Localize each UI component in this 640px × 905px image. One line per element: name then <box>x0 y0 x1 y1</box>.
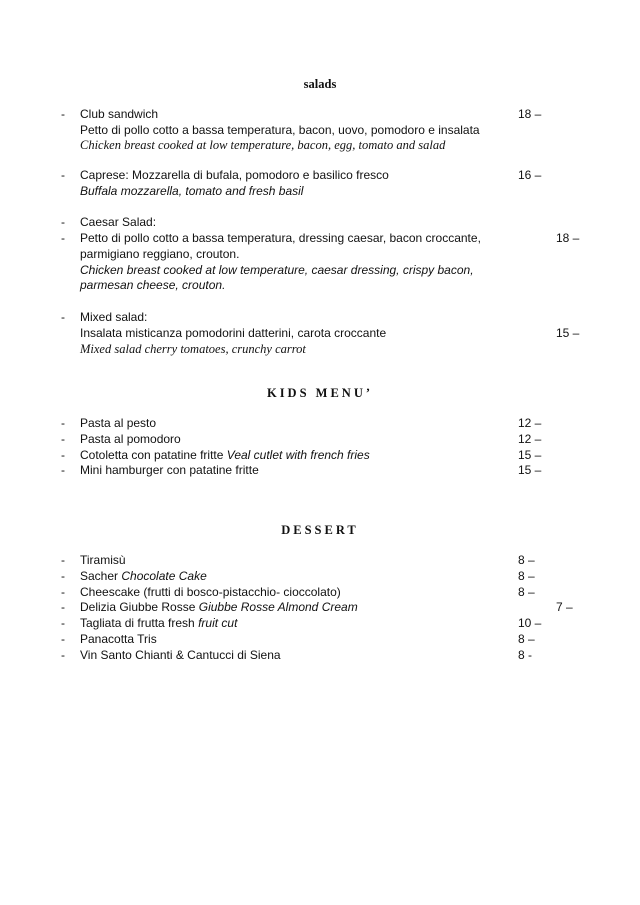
menu-item-dessert <box>0 647 640 663</box>
item-description-it <box>0 230 640 246</box>
item-price: 8 – <box>518 632 535 646</box>
item-name-it: Panacotta Tris <box>80 632 157 646</box>
description-it: Insalata misticanza pomodorini datterini, carota croccante <box>80 326 387 340</box>
menu-item-dessert <box>0 599 640 615</box>
item-name-it: Cotoletta con patatine fritte <box>80 448 227 462</box>
dessert-heading: DESSERT <box>281 523 359 537</box>
item-price: 18 – <box>518 107 542 121</box>
bullet-dash: - <box>61 432 65 446</box>
item-name-en: fruit cut <box>198 616 238 630</box>
item-price: 15 – <box>556 326 580 340</box>
item-name <box>80 447 370 463</box>
item-price: 10 – <box>518 616 542 630</box>
item-price: 15 – <box>518 463 542 477</box>
item-name <box>80 599 358 615</box>
bullet-dash: - <box>61 648 65 662</box>
item-description-en <box>0 341 640 357</box>
item-name <box>80 462 259 478</box>
item-price: 7 – <box>556 600 573 614</box>
bullet-dash: - <box>61 600 65 614</box>
bullet-dash: - <box>61 168 65 182</box>
item-name-it: Tiramisù <box>80 553 126 567</box>
bullet-dash: - <box>61 215 65 229</box>
menu-item-dessert <box>0 615 640 631</box>
menu-item-kids <box>0 415 640 431</box>
item-name-it: Cheescake (frutti di bosco-pistacchio- cioccolato) <box>80 585 341 599</box>
menu-item-dessert <box>0 552 640 568</box>
description-it: Petto di pollo cotto a bassa temperatura, bacon, uovo, pomodoro e insalata <box>80 123 480 137</box>
item-description-en <box>0 262 640 278</box>
menu-item-kids <box>0 431 640 447</box>
item-description-it <box>0 122 640 138</box>
bullet-dash: - <box>61 585 65 599</box>
description-it: parmigiano reggiano, crouton. <box>80 247 240 261</box>
item-price: 15 – <box>518 448 542 462</box>
bullet-dash: - <box>61 448 65 462</box>
item-name <box>80 568 207 584</box>
item-name-en: Veal cutlet with french fries <box>226 448 370 462</box>
bullet-dash: - <box>61 416 65 430</box>
bullet-dash: - <box>61 632 65 646</box>
item-name <box>80 552 126 568</box>
menu-item-dessert <box>0 568 640 584</box>
item-name-it: Tagliata di frutta fresh <box>80 616 199 630</box>
item-name: Caprese: Mozzarella di bufala, pomodoro e basilico fresco <box>80 168 389 182</box>
item-name-it: Mini hamburger con patatine fritte <box>80 463 259 477</box>
bullet-dash: - <box>61 463 65 477</box>
item-name <box>80 584 341 600</box>
item-price: 8 – <box>518 553 535 567</box>
item-price: 8 - <box>518 648 533 662</box>
description-en: Chicken breast cooked at low temperature, caesar dressing, crispy bacon, <box>80 263 474 277</box>
item-name <box>80 615 237 631</box>
bullet-dash: - <box>61 107 65 121</box>
item-price: 18 – <box>556 231 580 245</box>
menu-item-dessert <box>0 584 640 600</box>
item-name <box>80 631 157 647</box>
item-price: 16 – <box>518 168 542 182</box>
item-price: 8 – <box>518 569 535 583</box>
menu-item-club-sandwich <box>0 106 640 122</box>
description-en: Chicken breast cooked at low temperature, bacon, egg, tomato and salad <box>80 138 446 152</box>
item-name-it: Pasta al pesto <box>80 416 157 430</box>
item-description-en <box>0 137 640 153</box>
bullet-dash: - <box>61 569 65 583</box>
bullet-dash: - <box>61 616 65 630</box>
description-en: Mixed salad cherry tomatoes, crunchy carrot <box>80 342 306 356</box>
item-name-en: Giubbe Rosse Almond Cream <box>198 600 358 614</box>
kids-menu-heading: KIDS MENU’ <box>266 386 374 400</box>
bullet-dash: - <box>61 231 65 245</box>
item-description-en <box>0 277 640 293</box>
menu-item-kids <box>0 447 640 463</box>
description-en: parmesan cheese, crouton. <box>80 278 226 292</box>
item-name: Club sandwich <box>80 107 159 121</box>
menu-item-caesar-salad <box>0 214 640 230</box>
item-name: Mixed salad: <box>80 310 148 324</box>
menu-item-dessert <box>0 631 640 647</box>
bullet-dash: - <box>61 310 65 324</box>
item-description-it <box>0 325 640 341</box>
item-name <box>80 431 181 447</box>
item-name: Caesar Salad: <box>80 215 157 229</box>
item-price: 8 – <box>518 585 535 599</box>
item-price: 12 – <box>518 416 542 430</box>
item-description-it <box>0 246 640 262</box>
item-name-it: Pasta al pomodoro <box>80 432 181 446</box>
item-name <box>80 647 281 663</box>
menu-item-mixed-salad <box>0 309 640 325</box>
item-name-it: Vin Santo Chianti & Cantucci di Siena <box>80 648 281 662</box>
description-it: Petto di pollo cotto a bassa temperatura, dressing caesar, bacon croccante, <box>80 231 481 245</box>
item-name-it: Sacher <box>80 569 122 583</box>
item-name-en: Chocolate Cake <box>121 569 207 583</box>
description-en: Buffala mozzarella, tomato and fresh basil <box>80 184 304 198</box>
menu-item-kids <box>0 462 640 478</box>
salads-heading: salads <box>303 77 337 91</box>
bullet-dash: - <box>61 553 65 567</box>
item-price: 12 – <box>518 432 542 446</box>
item-name-it: Delizia Giubbe Rosse <box>80 600 199 614</box>
item-name <box>80 415 156 431</box>
menu-item-caprese <box>0 167 640 183</box>
item-description-en <box>0 183 640 199</box>
